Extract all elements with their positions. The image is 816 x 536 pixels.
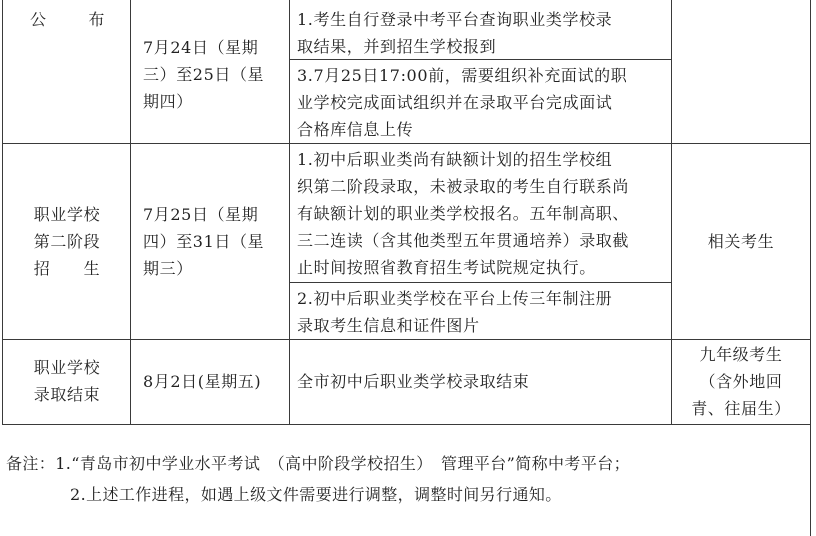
target-line: 九年级考生 [699,345,783,364]
target-cell-2 [672,228,810,255]
stage-cell-publish [30,6,105,33]
time-line: 7月24日（星期 [143,38,259,57]
task-cell-2-1 [297,146,669,281]
target-line: 青、往届生） [691,399,791,418]
task-cell-1-1 [297,6,669,60]
row-divider-1 [2,143,811,144]
task-cell-3-1 [297,368,669,395]
task-line: 1.初中后职业类尚有缺额计划的招生学校组 [297,150,613,169]
note-2: 2.上述工作进程，如遇上级文件需要进行调整，调整时间另行通知。 [70,485,562,504]
target-line: 相关考生 [707,232,775,251]
stage-line: 职业学校 [33,205,101,224]
table-border-bottom [2,424,811,425]
stage-line: 录取结束 [33,385,101,404]
notes-block [6,448,630,510]
stage-text: 布 [88,10,105,29]
task-line: 止时间按照省教育招生考试院规定执行。 [297,258,596,277]
stage-cell-admission-end [8,354,126,408]
page-border-right [810,424,811,536]
table-border-left [2,0,3,424]
time-line: 期四） [143,92,193,111]
stage-line: 职业学校 [33,358,101,377]
task-line: 有缺额计划的职业类学校报名。五年制高职、 [297,204,630,223]
stage-cell-second-round [8,201,126,282]
time-line: 四）至31日（星 [143,232,265,251]
time-line: 期三） [143,259,193,278]
task-line: 3.7月25日17:00前，需要组织补充面试的职 [297,66,628,85]
time-line: 三）至25日（星 [143,65,265,84]
stage-text: 公 [30,10,47,29]
task-cell-2-2 [297,285,669,339]
note-1: 备注：1.“青岛市初中学业水平考试 （高中阶段学校招生） 管理平台”简称中考平台； [6,454,631,473]
stage-line: 招 生 [33,259,101,278]
task-cell-1-2 [297,62,669,143]
target-cell-3 [672,341,810,422]
task-line: 业学校完成面试组织并在录取平台完成面试 [297,93,613,112]
task-line: 织第二阶段录取，未被录取的考生自行联系尚 [297,177,630,196]
table-border-col2 [289,0,290,424]
time-line: 8月2日(星期五) [143,372,262,391]
time-cell-2 [143,201,285,282]
task-line: 三二连读（含其他类型五年贯通培养）录取截 [297,231,630,250]
task-line: 录取考生信息和证件图片 [297,316,480,335]
task-line: 全市初中后职业类学校录取结束 [297,372,530,391]
table-border-right [810,0,811,424]
task-divider-row2 [289,282,671,283]
time-cell-3 [143,368,285,395]
row-divider-2 [2,339,811,340]
task-line: 2.初中后职业类学校在平台上传三年制注册 [297,289,613,308]
time-cell-1 [143,34,285,115]
task-line: 合格库信息上传 [297,120,414,139]
stage-line: 第二阶段 [33,232,101,251]
task-line: 1.考生自行登录中考平台查询职业类学校录 [297,10,613,29]
time-line: 7月25日（星期 [143,205,259,224]
target-line: （含外地回 [699,372,783,391]
table-border-col1 [130,0,131,424]
task-line: 取结果，并到招生学校报到 [297,37,497,56]
